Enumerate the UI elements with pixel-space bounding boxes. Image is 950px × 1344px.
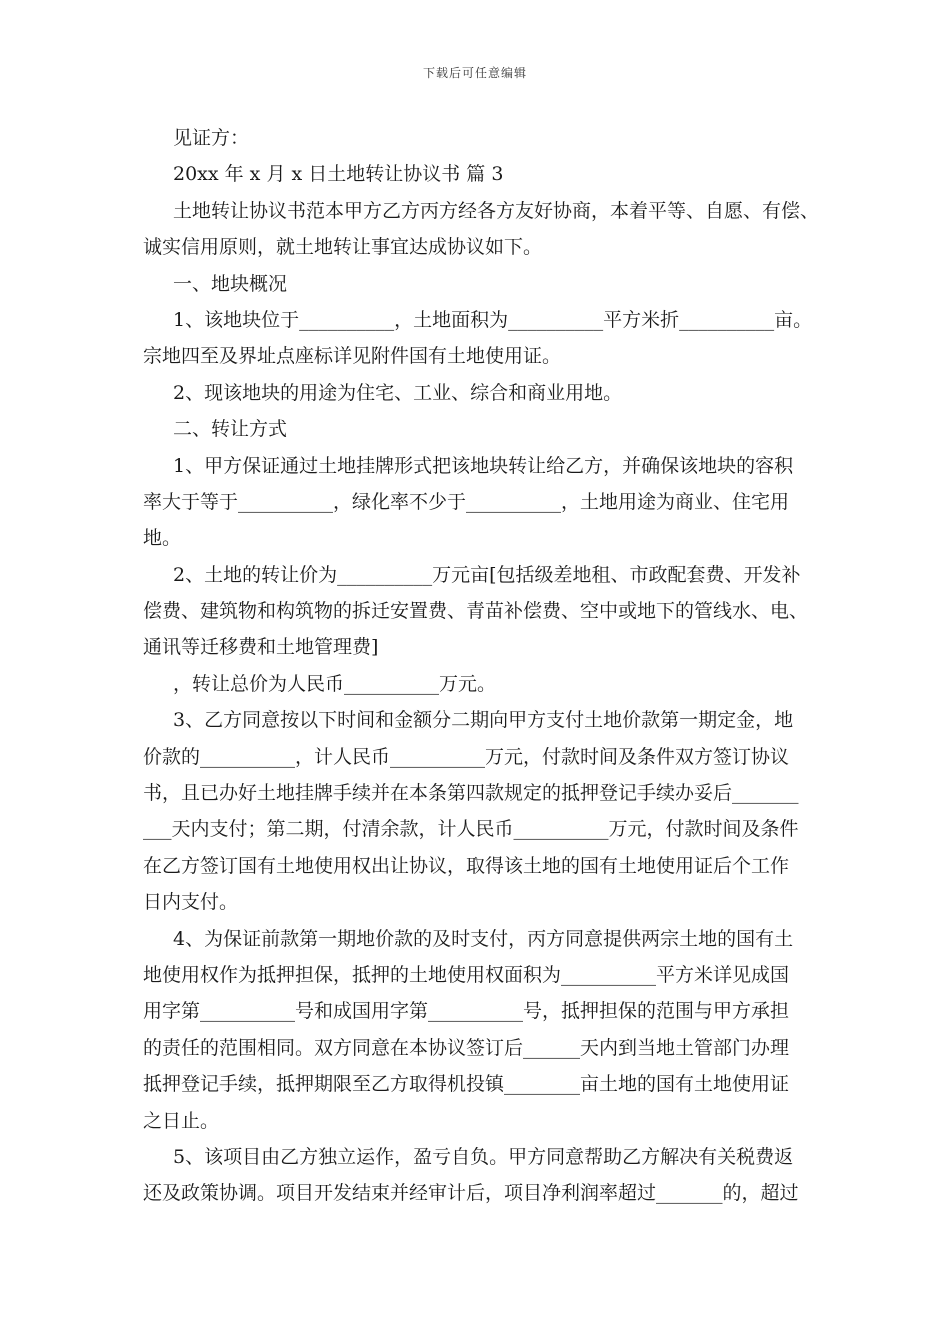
text-line: 1、该地块位于__________，土地面积为__________平方米折__________亩。	[173, 308, 813, 331]
text-line: 一、地块概况	[173, 272, 288, 295]
text-line: 日内支付。	[143, 891, 239, 914]
text-line: 二、转让方式	[173, 418, 288, 441]
text-line: 价款的__________，计人民币__________万元，付款时间及条件双方签订协议	[143, 745, 790, 768]
text-line: 诚实信用原则，就土地转让事宜达成协议如下。	[143, 236, 543, 259]
text-line: 见证方：	[173, 127, 250, 149]
text-line: 率大于等于__________，绿化率不少于__________，土地用途为商业、住宅用	[143, 490, 790, 513]
text-line: 土地转让协议书范本甲方乙方丙方经各方友好协商，本着平等、自愿、有偿、	[173, 199, 820, 222]
text-line: 书，且已办好土地挂牌手续并在本条第四款规定的抵押登记手续办妥后_______	[143, 782, 799, 805]
text-line: 通讯等迁移费和土地管理费]	[143, 636, 379, 659]
text-line: 1、甲方保证通过土地挂牌形式把该地块转让给乙方，并确保该地块的容积	[173, 454, 794, 477]
text-line: 偿费、建筑物和构筑物的拆迁安置费、青苗补偿费、空中或地下的管线水、电、	[143, 600, 809, 623]
text-line: 2、现该地块的用途为住宅、工业、综合和商业用地。	[173, 381, 623, 404]
text-line: 之日止。	[143, 1109, 220, 1132]
text-line: 用字第__________号和成国用字第__________号，抵押担保的范围与甲方承担	[143, 1000, 790, 1023]
text-line: ，转让总价为人民币__________万元。	[173, 672, 497, 695]
text-line: 20xx 年 x 月 x 日土地转让协议书 篇 3	[173, 163, 504, 186]
text-line: 4、为保证前款第一期地价款的及时支付，丙方同意提供两宗土地的国有土	[173, 927, 794, 950]
text-line: 还及政策协调。项目开发结束并经审计后，项目净利润率超过_______的，超过	[143, 1182, 799, 1205]
text-line: 地使用权作为抵押担保，抵押的土地使用权面积为__________平方米详见成国	[143, 963, 790, 986]
text-line: 在乙方签订国有土地使用权出让协议，取得该土地的国有土地使用证后个工作	[143, 854, 790, 877]
text-line: 5、该项目由乙方独立运作，盈亏自负。甲方同意帮助乙方解决有关税费返	[173, 1145, 794, 1168]
text-line: 3、乙方同意按以下时间和金额分二期向甲方支付土地价款第一期定金，地	[173, 709, 794, 732]
text-line: 抵押登记手续，抵押期限至乙方取得机投镇________亩土地的国有土地使用证	[143, 1073, 790, 1096]
text-line: 宗地四至及界址点座标详见附件国有土地使用证。	[143, 345, 562, 368]
text-line: 地。	[143, 527, 182, 550]
text-line: 2、土地的转让价为__________万元亩[包括级差地租、市政配套费、开发补	[173, 563, 801, 586]
document-body	[143, 120, 823, 1212]
text-line: 的责任的范围相同。双方同意在本协议签订后______天内到当地土管部门办理	[143, 1036, 790, 1059]
text-line: ___天内支付；第二期，付清余款，计人民币__________万元，付款时间及条件	[143, 818, 799, 841]
header-note: 下载后可任意编辑	[422, 66, 527, 80]
